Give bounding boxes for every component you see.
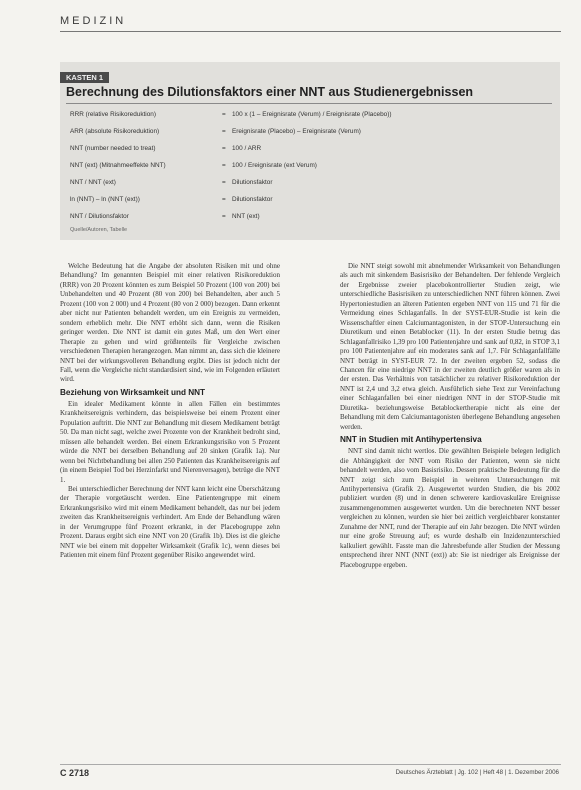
formula-row <box>70 177 554 189</box>
formula-row <box>70 211 554 223</box>
formula-box <box>60 62 560 240</box>
formula-label: ln (NNT) – ln (NNT (ext)) <box>70 196 140 203</box>
formula-row <box>70 160 554 172</box>
footer-rule <box>60 764 561 765</box>
box-rule <box>66 103 552 104</box>
paragraph: Bei unterschiedlicher Berechnung der NNT kann leicht eine Überschätzung der Therapie vorgetäuscht werden. Eine Patientengruppe mit einem Erkrankungsrisiko wird mit einem Medikament behandelt, das nur bei jedem zweiten das Krankheitsereignis verhindert. Am Ende der Behandlung wären in der Verumgruppe fünf Prozent erkrankt, in der Placebogruppe zehn Prozent. Daraus ergibt sich eine NNT von 20 (Grafik 1b). Dies ist die gleiche NNT wie bei einem mit doppelter Wirksamkeit (Grafik 1c), wenn dieses bei Patienten mit einem fünf Prozent gegenüber Risiko angewendet wird. <box>60 484 280 560</box>
left-text-column <box>60 262 280 762</box>
page-number: C 2718 <box>60 768 90 778</box>
formula-row <box>70 126 554 138</box>
formula-equals: = <box>222 111 226 118</box>
formula-expression: Ereignisrate (Placebo) – Ereignisrate (Verum) <box>232 128 361 135</box>
formula-label: NNT (ext) (Mitnahmeeffekte NNT) <box>70 162 166 169</box>
box-title: Berechnung des Dilutionsfaktors einer NNT aus Studienergebnissen <box>66 85 474 99</box>
paragraph: Die NNT steigt sowohl mit abnehmender Wirksamkeit von Behandlungen als auch mit sinkendem Basisrisiko der Behandelten. Der fehlende Vergleich der Ergebnisse zweier placebokontrollierter Studien zeigt, wie unterschiedliche Basisrisiken zu unterschiedlichen NNT führen können. Zwei Hypertoniestudien an älteren Patienten ergeben NNT von 115 und 71 für die Vermeidung eines Schlaganfalls. In der SYST-EUR-Studie ist kein die Wissenschaftler einen Calciumantagonisten, in der STOP-Untersuchung ein Diuretikum und einen Betablocker (11). In der ersten Studie betrug das Schlaganfallrisiko 1,39 pro 100 Patientenjahre und sank auf 0,82, in STOP 3,1 pro 100 Patientenjahre auf ein moderates sank auf 1,7. Für Schlaganfallfälle NNT beträgt in SYST-EUR 72. In der zweiten ergeben 52, sodass die Chancen für eine niedrige NNT in der zweiten deutlich größer waren als in der ersten. Das Verhältnis von tatsächlicher zu relativer Risikoreduktion der NNT ist 2,4 und 3,2 etwa gleich. Ausführlich siehe Text zur Vereinfachung einer Schlaganfallen bei einer niedrigen NNT in der STOP-Studie mit Diuretika- beziehungsweise Betablockertherapie nicht als eine der Behandlung mit dem Calciumantagonisten überlegene Behandlung angesehen werden. <box>340 262 560 431</box>
subheading: NNT in Studien mit Antihypertensiva <box>340 435 482 445</box>
formula-equals: = <box>222 128 226 135</box>
formula-label: NNT / Dilutionsfaktor <box>70 213 129 220</box>
formula-expression: Dilutionsfaktor <box>232 196 273 203</box>
formula-row <box>70 143 554 155</box>
formula-label: ARR (absolute Risikoreduktion) <box>70 128 160 135</box>
formula-equals: = <box>222 145 226 152</box>
paragraph: NNT sind damit nicht wertlos. Die gewählten Beispiele belegen lediglich die Abhängigkeit der NNT vom Risiko der Patienten, wenn sie nicht behandelt werden, also vom Basisrisiko. Dessen praktische Bedeutung für die NNT zeigt sich zum Beispiel in weiteren Untersuchungen mit Antihypertensiva (Grafik 2). Ausgewertet wurden Studien, die bis 2002 publiziert wurden (8) und in denen schwerere kardiovaskuläre Ereignisse zusammengenommen ausgewertet wurden. Um die berechneten NNT besser vergleichen zu können, wurden sie hier bei zeitlich vergleichbarer konstanter Zunahme der NNT, rund der Therapie auf ein Jahr bezogen. Die NNT würden nur eine große Streuung auf; es wurde deshalb ein Inzidenzunterschied kalkuliert gewählt. Fasste man die Jahresbefunde aller Studien der Messung entsprechend ihrer NNT (NNT (ext)) ab: Sie ist niedriger als Ereignisse der Placebogruppe ergeben. <box>340 447 560 569</box>
formula-row <box>70 109 554 121</box>
paragraph: Ein idealer Medikament könnte in allen Fällen ein bestimmtes Krankheitsereignis verhindern, das beispielsweise bei einem Prozent einer Population auftritt. Die NNT zur Behandlung mit diesem Medikament beträgt 50. Da man nicht sagt, welche zwei Prozente von der Krankheit bedroht sind, müssen alle behandelt werden. Bei einem Erkrankungsrisiko von 5 Prozent würde die NNT bei derselben Behandlung auf 20 sinken (Grafik 1a). Nur wenn bei Nichtbehandlung bei allen 250 Patienten das Krankheitsereignis auf (in einem Beispiel Tod bei Herzinfarkt und Nierenversagen), betrüge die NNT 1. <box>60 399 280 484</box>
formula-expression: 100 / Ereignisrate (ext Verum) <box>232 162 317 169</box>
formula-equals: = <box>222 213 226 220</box>
box-tag: KASTEN 1 <box>60 72 109 83</box>
formula-equals: = <box>222 162 226 169</box>
header-rule <box>60 31 561 32</box>
section-label: MEDIZIN <box>60 15 127 27</box>
right-text-column <box>340 262 560 682</box>
formula-equals: = <box>222 179 226 186</box>
paragraph: Welche Bedeutung hat die Angabe der absoluten Risiken mit und ohne Behandlung? Im genannten Beispiel mit einer relativen Risikoreduktion (RRR) von 20 Prozent könnten es zum Beispiel 50 Prozent (100 von 200) bei Unbehandelten und 40 Prozent (80 von 200) bei Behandelten, aber auch 5 Prozent (100 von 2 000) und 4 Prozent (80 von 2 000) bezogen. Dann erkennt aber nicht nur Patienten behandelt werden, um ein Ereignis zu vermeiden, sondern erheblich mehr. Die NNT erhöht sich dann, wenn die Risiken geringer werden. Die NNT ist damit ein gutes Maß, um den Wert einer Therapie zu gehen und wird größtenteils für Vergleiche zwischen verschiedenen Therapien herangezogen. Man nimmt an, dass sich die kleinere NNT bei der wirkungsvolleren Behandlung ergibt. Dies ist jedoch nicht der Fall, wenn die Vergleiche nicht standardisiert sind, wie im Folgenden erläutert wird. <box>60 262 280 384</box>
formula-expression: NNT (ext) <box>232 213 260 220</box>
formula-label: NNT / NNT (ext) <box>70 179 116 186</box>
formula-label: NNT (number needed to treat) <box>70 145 156 152</box>
formula-expression: 100 x (1 – Ereignisrate (Verum) / Ereignisrate (Placebo)) <box>232 111 392 118</box>
formula-label: RRR (relative Risikoreduktion) <box>70 111 156 118</box>
formula-row <box>70 194 554 206</box>
formula-equals: = <box>222 196 226 203</box>
subheading: Beziehung von Wirksamkeit und NNT <box>60 387 206 397</box>
formula-expression: Dilutionsfaktor <box>232 179 273 186</box>
journal-citation: Deutsches Ärzteblatt | Jg. 102 | Heft 48 | 1. Dezember 2006 <box>395 769 559 776</box>
formula-expression: 100 / ARR <box>232 145 262 152</box>
box-footnote: Quelle/Autoren, Tabelle <box>70 227 128 233</box>
